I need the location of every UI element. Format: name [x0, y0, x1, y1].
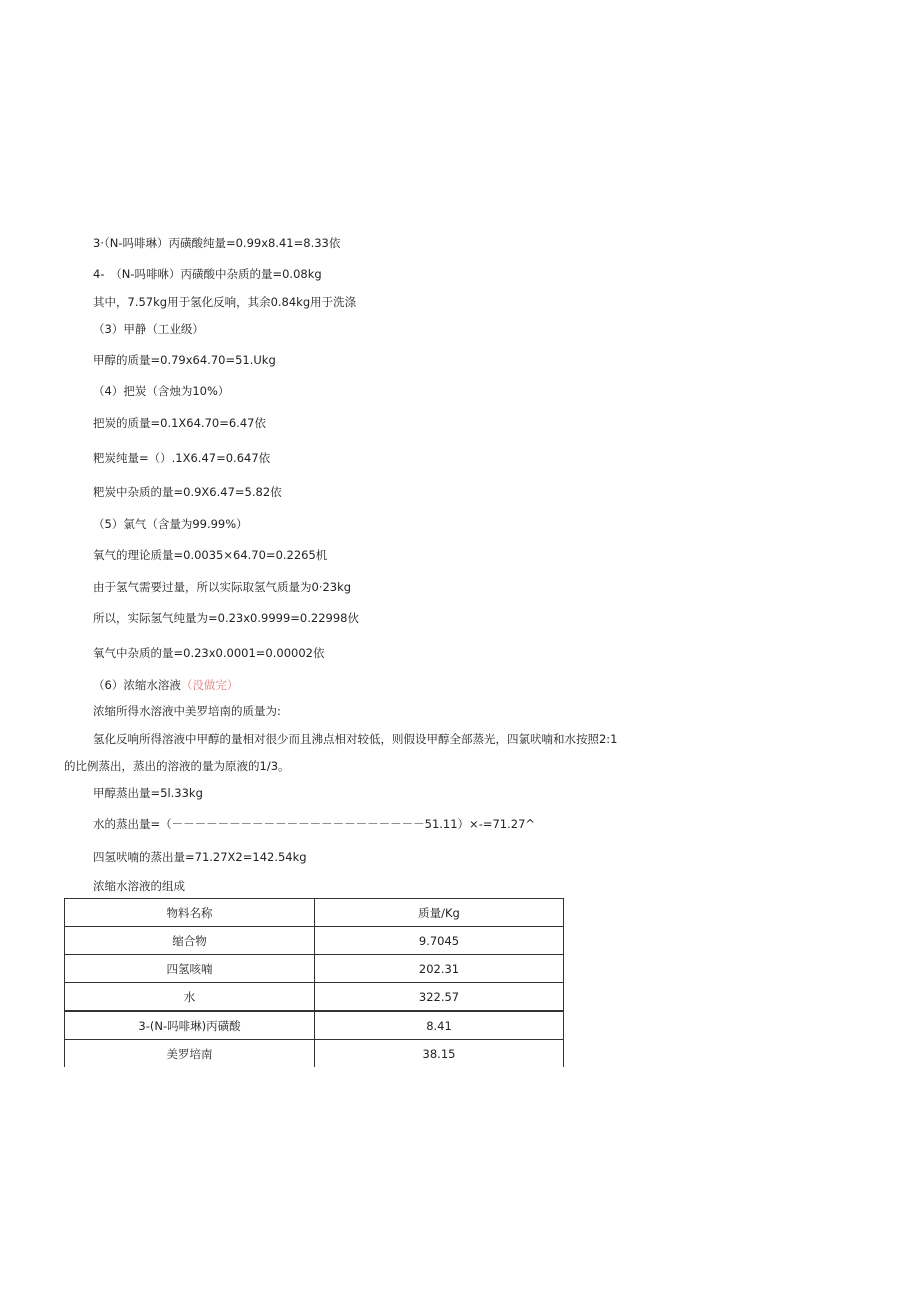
table-row	[65, 955, 564, 983]
table-row	[65, 983, 564, 1012]
line-8: 粑炭纯量=（）.1X6.47=0.647依	[93, 451, 271, 465]
line-12: 由于氢气需要过量，所以实际取氢气质量为0·23kg	[93, 580, 352, 594]
material-mass: 202.31	[315, 955, 564, 983]
line-22: 浓缩水溶液的组成	[93, 879, 185, 893]
line-2: 4- （N-吗啡咻）丙磺酸中杂质的量=0.08kg	[93, 267, 322, 281]
line-14: 氧气中杂质的量=0.23x0.0001=0.00002依	[93, 646, 325, 660]
line-15	[93, 677, 238, 693]
header-mass: 质量/Kg	[315, 899, 564, 927]
material-mass: 8.41	[315, 1011, 564, 1040]
line-6: （4）把炭（含烛为10%）	[93, 384, 230, 398]
line-13: 所以，实际氢气纯量为=0.23x0.9999=0.22998伙	[93, 611, 359, 625]
line-20: 水的蒸出量=（－－－－－－－－－－－－－－－－－－－－－－51.11）×-=71.27^	[93, 817, 536, 831]
header-material-name: 物料名称	[65, 899, 315, 927]
line-17: 氢化反响所得溶液中甲醇的量相对很少而且沸点相对较低，则假设甲醇全部蒸光，四氯吠喃和水按照2:1	[93, 732, 618, 746]
line-19: 甲醇蒸出量=5l.33kg	[93, 786, 203, 800]
line-9: 粑炭中杂质的量=0.9X6.47=5.82依	[93, 485, 282, 499]
material-name: 四氢咳喃	[65, 955, 315, 983]
material-name: 3-(N-吗啡琳)丙磺酸	[65, 1011, 315, 1040]
material-mass: 322.57	[315, 983, 564, 1012]
table-row	[65, 1040, 564, 1068]
table-row	[65, 927, 564, 955]
material-mass: 38.15	[315, 1040, 564, 1068]
composition-table	[64, 898, 564, 1067]
line-3: 其中，7.57kg用于氢化反响，其余0.84kg用于洗涤	[93, 295, 357, 309]
line-11: 氧气的理论质量=0.0035×64.70=0.2265机	[93, 548, 328, 562]
material-name: 水	[65, 983, 315, 1012]
line-18: 的比例蒸出，蒸出的溶液的量为原液的1/3。	[64, 759, 290, 773]
line-21: 四氢吠喃的蒸出量=71.27X2=142.54kg	[93, 850, 307, 864]
material-name: 缩合物	[65, 927, 315, 955]
line-10: （5）氯气（含量为99.99%）	[93, 517, 248, 531]
line-1: 3·（N-吗啡琳）丙磺酸纯量=0.99x8.41=8.33依	[93, 236, 341, 250]
table-header-row	[65, 899, 564, 927]
unfinished-note: （没做完）	[180, 678, 239, 692]
material-mass: 9.7045	[315, 927, 564, 955]
material-name: 美罗培南	[65, 1040, 315, 1068]
line-5: 甲醇的质量=0.79x64.70=51.Ukg	[93, 353, 276, 367]
line-16: 浓缩所得水溶液中美罗培南的质量为:	[93, 704, 281, 718]
line-7: 把炭的质量=0.1X64.70=6.47依	[93, 416, 266, 430]
line-4: （3）甲静（工业级）	[93, 322, 204, 336]
table-row	[65, 1011, 564, 1040]
section-6-heading: （6）浓缩水溶液	[93, 678, 181, 692]
